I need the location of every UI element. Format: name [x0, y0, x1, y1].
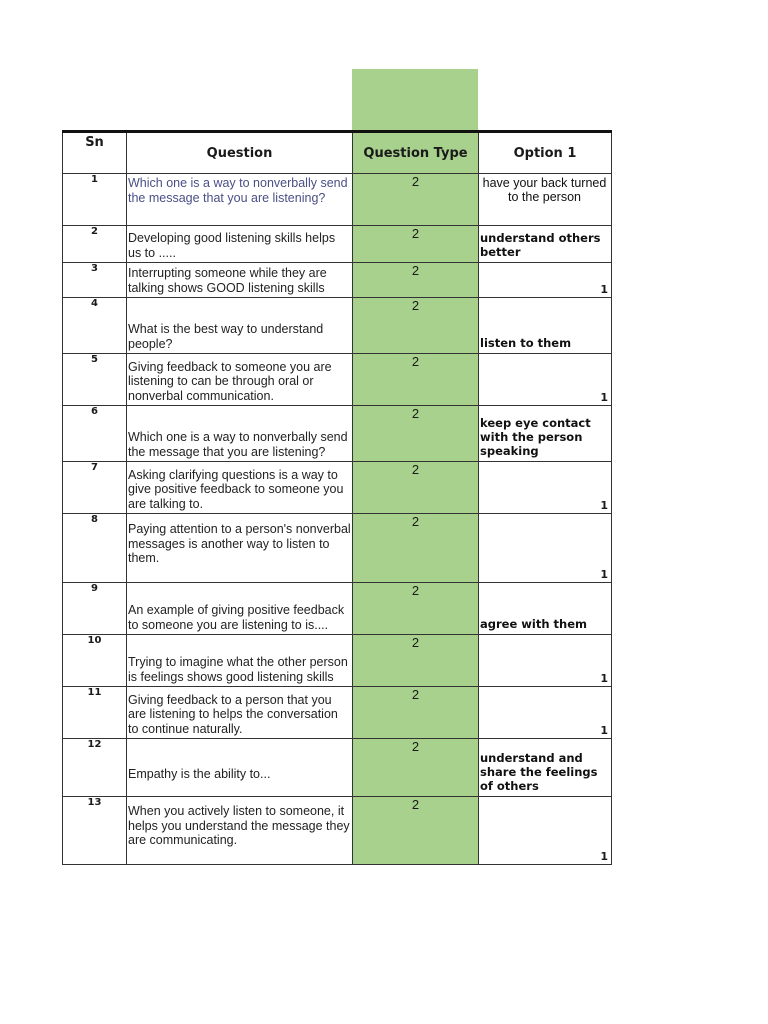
option-1-value: 1: [600, 499, 608, 512]
table-row: [63, 635, 612, 687]
option-1-cell[interactable]: [479, 739, 612, 797]
question-type-cell[interactable]: 2: [353, 514, 479, 583]
sn-cell[interactable]: 7: [63, 462, 127, 514]
option-1-value: 1: [600, 568, 608, 581]
question-cell[interactable]: [127, 797, 353, 865]
option-1-text: keep eye contact with the person speaking: [480, 416, 591, 458]
question-cell[interactable]: [127, 687, 353, 739]
option-1-cell[interactable]: [479, 687, 612, 739]
question-type-cell[interactable]: 2: [353, 462, 479, 514]
question-type-cell[interactable]: 2: [353, 406, 479, 462]
question-type-cell[interactable]: 2: [353, 739, 479, 797]
sn-cell[interactable]: 12: [63, 739, 127, 797]
table-row: [63, 354, 612, 406]
option-1-value: 1: [600, 724, 608, 737]
question-text: Which one is a way to nonverbally send the message that you are listening?: [128, 176, 348, 205]
option-1-text: understand others better: [480, 231, 601, 259]
table-row: [63, 406, 612, 462]
option-1-value: 1: [600, 391, 608, 404]
option-1-cell[interactable]: [479, 406, 612, 462]
question-text: An example of giving positive feedback to someone you are listening to is....: [128, 603, 345, 632]
question-text: Paying attention to a person's nonverbal messages is another way to listen to them.: [128, 522, 351, 565]
sn-cell[interactable]: 11: [63, 687, 127, 739]
sn-cell[interactable]: 4: [63, 298, 127, 354]
option-1-cell[interactable]: [479, 298, 612, 354]
question-type-cell[interactable]: 2: [353, 797, 479, 865]
sn-cell[interactable]: 8: [63, 514, 127, 583]
question-type-cell[interactable]: 2: [353, 226, 479, 263]
questions-table: [62, 130, 612, 865]
option-1-cell[interactable]: [479, 174, 612, 226]
question-type-cell[interactable]: 2: [353, 263, 479, 298]
question-text: When you actively listen to someone, it helps you understand the message they are communicating.: [128, 804, 350, 847]
option-1-cell[interactable]: [479, 462, 612, 514]
question-text: Interrupting someone while they are talking shows GOOD listening skills: [128, 266, 327, 295]
question-type-cell[interactable]: 2: [353, 298, 479, 354]
header-sn[interactable]: Sn: [63, 132, 127, 174]
question-cell[interactable]: [127, 635, 353, 687]
option-1-text: agree with them: [480, 617, 587, 631]
question-cell[interactable]: [127, 406, 353, 462]
question-type-cell[interactable]: 2: [353, 174, 479, 226]
header-fill-block: [352, 69, 478, 131]
question-cell[interactable]: [127, 263, 353, 298]
question-type-cell[interactable]: 2: [353, 583, 479, 635]
table-row: [63, 226, 612, 263]
question-cell[interactable]: [127, 298, 353, 354]
option-1-text: listen to them: [480, 336, 572, 350]
sn-cell[interactable]: 6: [63, 406, 127, 462]
option-1-value: 1: [600, 672, 608, 685]
header-question-type[interactable]: Question Type: [353, 132, 479, 174]
question-text: Giving feedback to a person that you are listening to helps the conversation to continue naturally.: [128, 692, 338, 736]
question-cell[interactable]: [127, 462, 353, 514]
question-text: Asking clarifying questions is a way to give positive feedback to someone you are talking to.: [128, 467, 344, 511]
option-1-cell[interactable]: [479, 797, 612, 865]
sn-cell[interactable]: 10: [63, 635, 127, 687]
option-1-cell[interactable]: [479, 583, 612, 635]
question-cell[interactable]: [127, 583, 353, 635]
table-row: [63, 174, 612, 226]
question-text: What is the best way to understand people?: [128, 322, 324, 351]
sn-cell[interactable]: 9: [63, 583, 127, 635]
table-row: [63, 687, 612, 739]
question-cell[interactable]: [127, 354, 353, 406]
question-type-cell[interactable]: 2: [353, 354, 479, 406]
option-1-cell[interactable]: [479, 263, 612, 298]
question-cell[interactable]: [127, 514, 353, 583]
table-row: [63, 298, 612, 354]
sn-cell[interactable]: 3: [63, 263, 127, 298]
header-row: [63, 132, 612, 174]
table-row: [63, 462, 612, 514]
option-1-value: 1: [600, 283, 608, 296]
question-cell[interactable]: [127, 226, 353, 263]
question-text: Developing good listening skills helps us to .....: [128, 231, 336, 260]
question-text: Empathy is the ability to...: [128, 766, 271, 781]
option-1-cell[interactable]: [479, 226, 612, 263]
sn-cell[interactable]: 2: [63, 226, 127, 263]
question-text: Giving feedback to someone you are listening to can be through oral or nonverbal communication.: [128, 359, 332, 403]
option-1-cell[interactable]: [479, 514, 612, 583]
option-1-cell[interactable]: [479, 635, 612, 687]
question-cell[interactable]: [127, 739, 353, 797]
question-text: Trying to imagine what the other person is feelings shows good listening skills: [128, 655, 348, 684]
question-text: Which one is a way to nonverbally send the message that you are listening?: [128, 430, 348, 459]
table-row: [63, 797, 612, 865]
table-row: [63, 263, 612, 298]
question-cell[interactable]: [127, 174, 353, 226]
option-1-value: 1: [600, 850, 608, 863]
header-option-1[interactable]: Option 1: [479, 132, 612, 174]
question-type-cell[interactable]: 2: [353, 687, 479, 739]
option-1-cell[interactable]: [479, 354, 612, 406]
table-row: [63, 583, 612, 635]
sn-cell[interactable]: 5: [63, 354, 127, 406]
table-row: [63, 514, 612, 583]
sn-cell[interactable]: 13: [63, 797, 127, 865]
sn-cell[interactable]: 1: [63, 174, 127, 226]
table-row: [63, 739, 612, 797]
question-type-cell[interactable]: 2: [353, 635, 479, 687]
option-1-text: have your back turned to the person: [482, 176, 607, 204]
option-1-text: understand and share the feelings of others: [480, 751, 598, 793]
header-question[interactable]: Question: [127, 132, 353, 174]
